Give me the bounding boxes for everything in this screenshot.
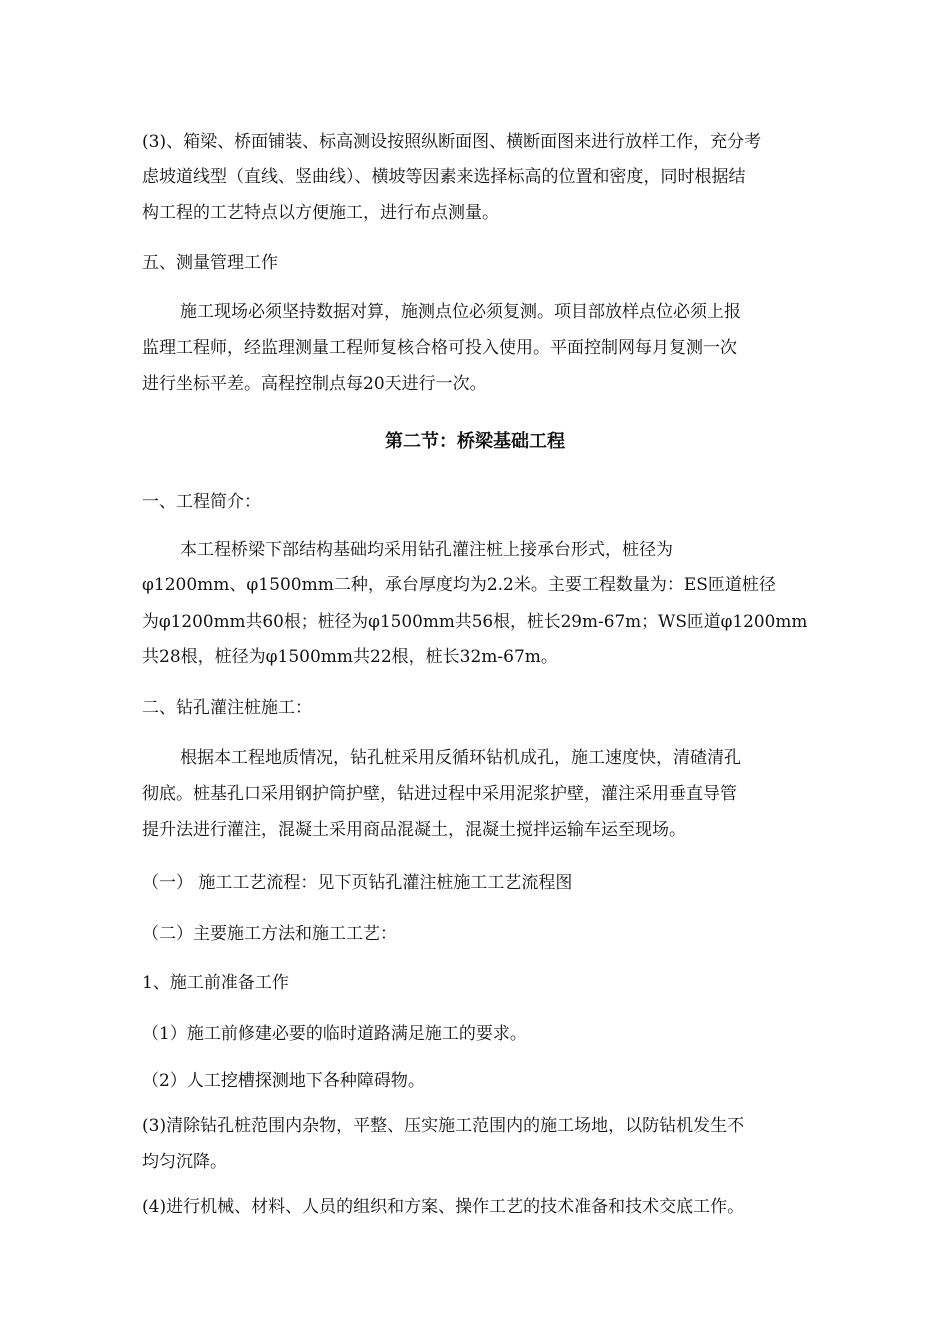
measurement-paragraph-line-3: 进行坐标平差。高程控制点每20天进行一次。 bbox=[142, 374, 487, 394]
measurement-paragraph-line-2: 监理工程师，经监理测量工程师复核合格可投入使用。平面控制网每月复测一次 bbox=[142, 338, 737, 358]
paragraph-3-line-3: 构工程的工艺特点以方便施工，进行布点测量。 bbox=[142, 203, 499, 223]
pile-paragraph-line-1: 根据本工程地质情况，钻孔桩采用反循环钻机成孔，施工速度快，清碴清孔 bbox=[180, 748, 741, 768]
intro-paragraph-line-1: 本工程桥梁下部结构基础均采用钻孔灌注桩上接承台形式，桩径为 bbox=[180, 540, 673, 560]
prep-item-2: （2）人工挖槽探测地下各种障碍物。 bbox=[142, 1071, 425, 1091]
preparation-heading: 1、施工前准备工作 bbox=[142, 973, 289, 993]
section-2-title: 第二节：桥梁基础工程 bbox=[385, 431, 565, 452]
project-intro-heading: 一、工程简介： bbox=[142, 492, 261, 512]
process-flow-item: （一） 施工工艺流程：见下页钻孔灌注桩施工工艺流程图 bbox=[142, 873, 573, 893]
paragraph-3-line-2: 虑坡道线型（直线、竖曲线）、横坡等因素来选择标高的位置和密度，同时根据结 bbox=[142, 167, 746, 187]
prep-item-3-line-2: 均匀沉降。 bbox=[142, 1152, 227, 1172]
prep-item-1: （1）施工前修建必要的临时道路满足施工的要求。 bbox=[142, 1024, 527, 1044]
pile-paragraph-line-3: 提升法进行灌注，混凝土采用商品混凝土，混凝土搅拌运输车运至现场。 bbox=[142, 820, 686, 840]
paragraph-3-line-1: (3)、箱梁、桥面铺装、标高测设按照纵断面图、横断面图来进行放样工作，充分考 bbox=[142, 132, 762, 152]
section-5-heading: 五、测量管理工作 bbox=[142, 253, 278, 273]
pile-paragraph-line-2: 彻底。桩基孔口采用钢护筒护壁，钻进过程中采用泥浆护壁，灌注采用垂直导管 bbox=[142, 784, 737, 804]
intro-paragraph-line-4: 共28根，桩径为φ1500mm共22根，桩长32m-67m。 bbox=[142, 647, 558, 667]
prep-item-4: (4)进行机械、材料、人员的组织和方案、操作工艺的技术准备和技术交底工作。 bbox=[142, 1197, 745, 1217]
prep-item-3-line-1: (3)清除钻孔桩范围内杂物，平整、压实施工范围内的施工场地，以防钻机发生不 bbox=[142, 1116, 745, 1136]
intro-paragraph-line-3: 为φ1200mm共60根；桩径为φ1500mm共56根，桩长29m-67m；WS匝道φ1200mm bbox=[142, 611, 808, 631]
intro-paragraph-line-2: φ1200mm、φ1500mm二种，承台厚度均为2.2米。主要工程数量为：ES匝道桩径 bbox=[142, 575, 776, 595]
methods-item: （二）主要施工方法和施工工艺： bbox=[142, 924, 397, 944]
measurement-paragraph-line-1: 施工现场必须坚持数据对算，施测点位必须复测。项目部放样点位必须上报 bbox=[180, 302, 741, 322]
pile-construction-heading: 二、钻孔灌注桩施工： bbox=[142, 698, 312, 718]
